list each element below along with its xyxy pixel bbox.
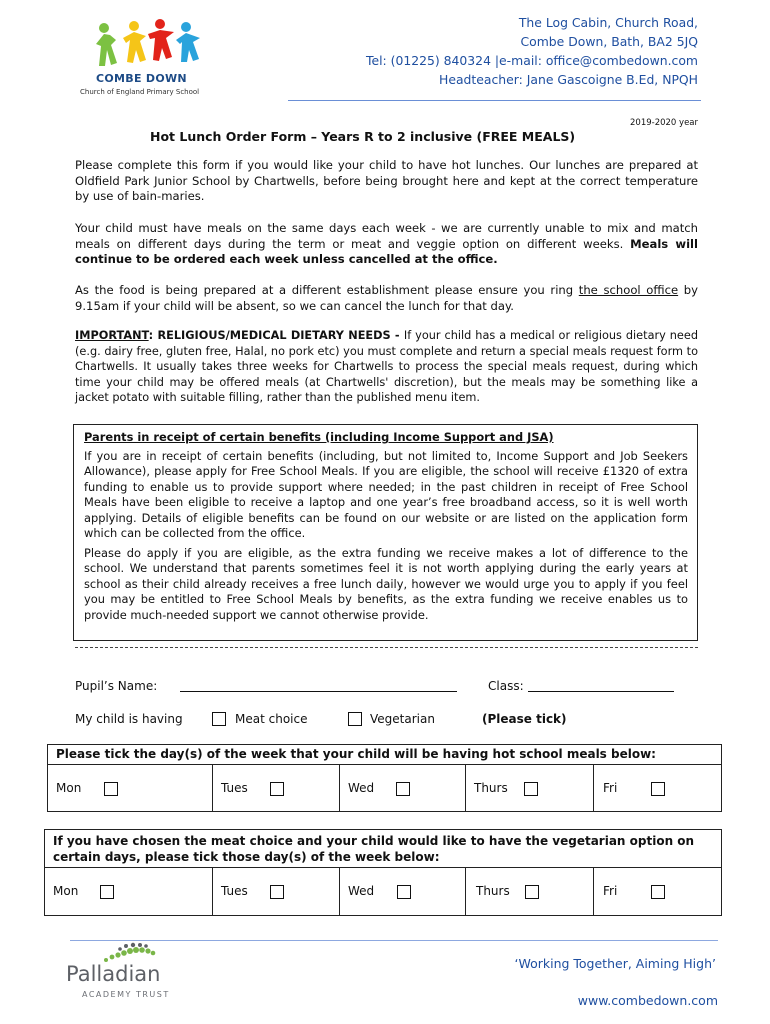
school-office-link[interactable]: the school office	[578, 283, 679, 297]
veg-day-label-fri: Fri	[603, 884, 618, 898]
days-row	[48, 765, 721, 811]
veg-days-table	[44, 829, 722, 916]
form-title: Hot Lunch Order Form – Years R to 2 inclusive (FREE MEALS)	[150, 129, 576, 144]
school-address-block	[366, 13, 698, 89]
days-table-heading: Please tick the day(s) of the week that your child will be having hot school meals below:	[56, 747, 656, 761]
day-checkbox-mon[interactable]	[104, 782, 118, 796]
veg-day-label-tues: Tues	[221, 884, 248, 898]
veg-day-checkbox-fri[interactable]	[651, 885, 665, 899]
day-checkbox-thurs[interactable]	[524, 782, 538, 796]
day-label-mon: Mon	[56, 781, 82, 795]
same-days-bold: Meals will continue to be ordered each week unless cancelled at the office.	[75, 236, 698, 266]
school-motto: ‘Working Together, Aiming High’	[514, 956, 716, 971]
important-heading: : RELIGIOUS/MEDICAL DIETARY NEEDS -	[148, 329, 404, 342]
benefits-heading: Parents in receipt of certain benefits (including Income Support and JSA)	[84, 430, 554, 444]
veg-days-row	[45, 868, 721, 915]
class-field[interactable]	[528, 690, 674, 692]
benefits-box	[73, 424, 698, 641]
vegetarian-label: Vegetarian	[370, 712, 435, 726]
palladian-subtitle: ACADEMY TRUST	[82, 990, 170, 999]
vegetarian-checkbox[interactable]	[348, 712, 362, 726]
important-paragraph	[75, 328, 698, 406]
veg-day-label-thurs: Thurs	[476, 884, 510, 898]
please-tick-note: (Please tick)	[482, 712, 567, 726]
contact-line: Tel: (01225) 840324 |e-mail: office@combedown.com	[365, 53, 698, 68]
headteacher-line: Headteacher: Jane Gascoigne B.Ed, NPQH	[439, 72, 698, 87]
same-days-paragraph	[75, 221, 698, 268]
cut-line	[75, 647, 698, 648]
veg-day-checkbox-thurs[interactable]	[525, 885, 539, 899]
day-label-wed: Wed	[348, 781, 375, 795]
same-days-text: Your child must have meals on the same days each week - we are currently unable to mix and match meals on different days during the term or meat and veggie option on different weeks.	[75, 221, 698, 251]
address-line-2: Combe Down, Bath, BA2 5JQ	[520, 34, 698, 49]
intro-paragraph: Please complete this form if you would like your child to have hot lunches. Our lunches are prepared at Oldfield Park Junior School by Chartwells, before being brought here and kept at the correct temperature by use of bain-maries.	[75, 158, 698, 203]
header-divider	[288, 100, 701, 101]
day-checkbox-tues[interactable]	[270, 782, 284, 796]
school-logo-figures-icon	[90, 18, 210, 74]
benefits-paragraph-2: Please do apply if you are eligible, as the extra funding we receive makes a lot of difference to the school. We understand that parents sometimes feel it is not worth applying during the early years at school as their child already receives a free lunch daily, however we would urge you to apply if you feel you may be entitled to Free School Meals by benefits, as the extra funding we receive enables us to provide much-needed support we cannot otherwise provide.	[84, 545, 688, 622]
absent-text-before: As the food is being prepared at a different establishment please ensure you ring	[75, 283, 579, 297]
absent-text-after: by 9.15am if your child will be absent, so we can cancel the lunch for that day.	[75, 283, 698, 313]
absent-paragraph	[75, 283, 698, 314]
pupil-name-label: Pupil’s Name:	[75, 679, 158, 693]
important-label: IMPORTANT	[75, 329, 149, 342]
veg-days-table-heading: If you have chosen the meat choice and your child would like to have the vegetarian option on certain days, please tick those day(s) of the week below:	[53, 834, 695, 864]
veg-day-checkbox-tues[interactable]	[270, 885, 284, 899]
veg-day-checkbox-mon[interactable]	[100, 885, 114, 899]
veg-day-label-wed: Wed	[348, 884, 375, 898]
important-text: If your child has a medical or religious dietary need (e.g. dairy free, gluten free, Halal, no pork etc) you must complete and return a special meals request form to Chartwells. It usually takes three weeks for Chartwells to process the special meals request, during which time your child may be offered meals (at Chartwells' discretion), but the meals may be something like a jacket potato with suitable filling, rather than the published menu item.	[75, 329, 698, 404]
address-line-1: The Log Cabin, Church Road,	[518, 15, 698, 30]
school-year: 2019-2020 year	[630, 118, 698, 128]
meat-choice-checkbox[interactable]	[212, 712, 226, 726]
school-name: COMBE DOWN	[96, 72, 187, 85]
veg-day-checkbox-wed[interactable]	[397, 885, 411, 899]
pupil-name-field[interactable]	[180, 690, 457, 692]
meat-choice-label: Meat choice	[235, 712, 308, 726]
veg-day-label-mon: Mon	[53, 884, 79, 898]
day-label-tues: Tues	[221, 781, 248, 795]
class-label: Class:	[488, 679, 524, 693]
days-table	[47, 744, 722, 812]
website-link[interactable]: www.combedown.com	[577, 993, 718, 1008]
benefits-paragraph-1: If you are in receipt of certain benefits (including, but not limited to, Income Support and Job Seekers Allowance), please apply for Free School Meals. If you are eligible, the school will receive £1320 of extra funding to enable us to provide support where needed; in the past children in receipt of Free School Meals have been eligible to receive a laptop and one year’s free broadband access, so it is well worth applying. Details of eligible benefits can be found on our website or are listed on the application form which can be collected from the office.	[84, 448, 688, 540]
day-checkbox-wed[interactable]	[396, 782, 410, 796]
footer-divider	[70, 940, 718, 941]
day-checkbox-fri[interactable]	[651, 782, 665, 796]
day-label-fri: Fri	[603, 781, 618, 795]
day-label-thurs: Thurs	[474, 781, 508, 795]
palladian-dots-icon	[96, 942, 166, 964]
school-subtitle: Church of England Primary School	[80, 88, 200, 96]
palladian-name: Palladian	[66, 962, 161, 986]
my-child-label: My child is having	[75, 712, 183, 726]
